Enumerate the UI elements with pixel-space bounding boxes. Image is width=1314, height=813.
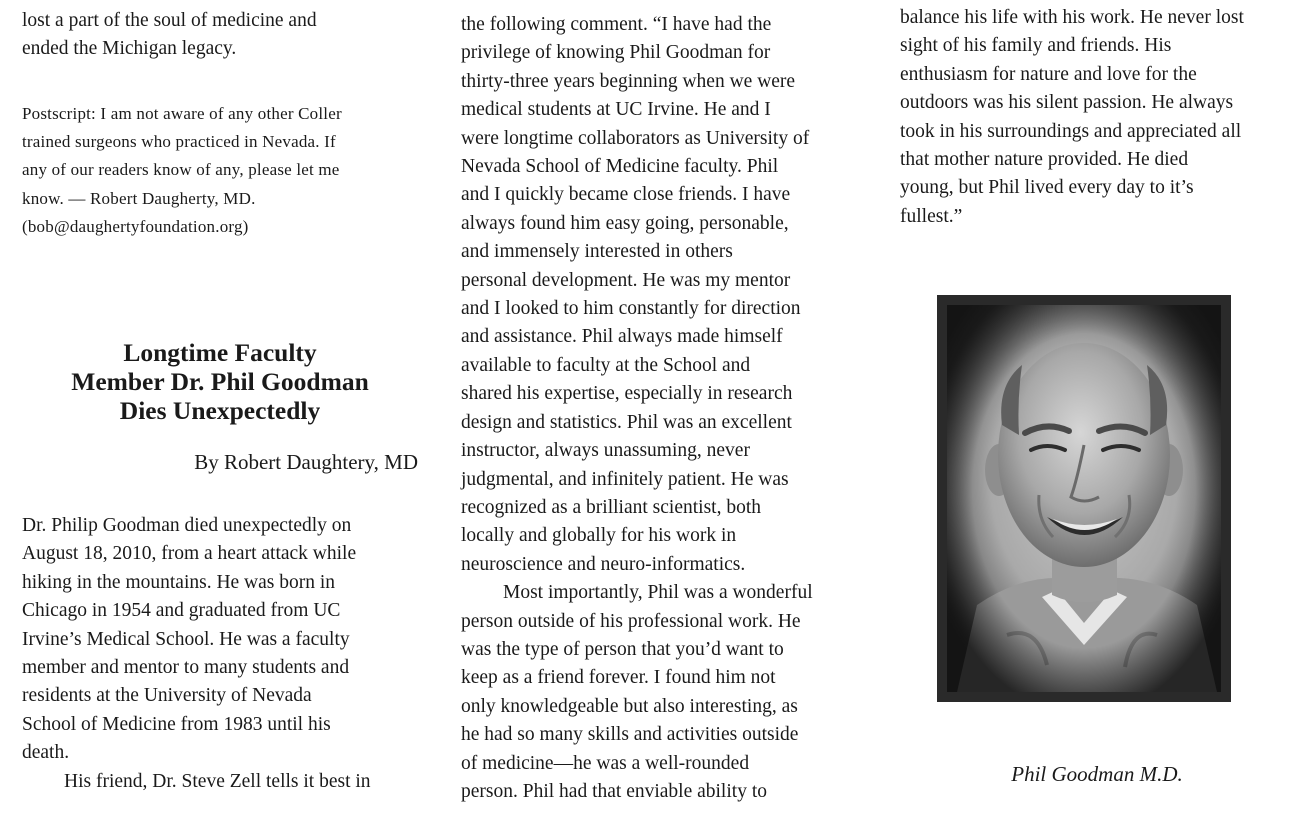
text-line: death. [22, 742, 70, 764]
text-line: ended the Michigan legacy. [22, 38, 237, 60]
photo-caption: Phil Goodman M.D. [1011, 762, 1183, 786]
text-line: and I quickly became close friends. I have [461, 184, 791, 206]
text-line: thirty-three years beginning when we were [461, 70, 796, 92]
text-line: design and statistics. Phil was an excellent [461, 411, 792, 433]
article-body-end [900, 4, 1244, 231]
text-line: lost a part of the soul of medicine and [22, 10, 317, 31]
postscript-email: (bob@daughertyfoundation.org) [22, 216, 249, 236]
text-line: fullest.” [900, 205, 963, 227]
text-line: residents at the University of Nevada [22, 685, 312, 707]
byline: By Robert Daughtery, MD [194, 450, 418, 474]
text-line: shared his expertise, especially in research [461, 383, 793, 405]
text-line: and assistance. Phil always made himself [461, 326, 783, 348]
portrait-photo [937, 295, 1231, 702]
text-line: available to faculty at the School and [461, 354, 751, 376]
text-line: person outside of his professional work. He [461, 610, 801, 632]
text-line: young, but Phil lived every day to it’s [900, 177, 1194, 199]
headline-line: Dies Unexpectedly [119, 396, 321, 425]
text-line: Dr. Philip Goodman died unexpectedly on [22, 515, 352, 536]
text-line: August 18, 2010, from a heart attack while [22, 543, 357, 565]
text-line: member and mentor to many students and [22, 657, 350, 679]
text-line: Most importantly, Phil was a wonderful [503, 582, 813, 604]
text-line: Nevada School of Medicine faculty. Phil [461, 156, 779, 178]
text-line: only knowledgeable but also interesting, as [461, 695, 798, 717]
text-line: hiking in the mountains. He was born in [22, 571, 336, 593]
headline-line: Longtime Faculty [123, 338, 317, 367]
text-line: judgmental, and infinitely patient. He was [461, 468, 789, 490]
intro-paragraph [22, 7, 317, 64]
article-body-middle [461, 11, 813, 806]
text-line: the following comment. “I have had the [461, 14, 772, 35]
text-line: outdoors was his silent passion. He always [900, 92, 1234, 114]
text-line: medical students at UC Irvine. He and I [461, 99, 771, 121]
text-line: took in his surroundings and appreciated all [900, 120, 1242, 142]
text-line: keep as a friend forever. I found him not [461, 667, 776, 689]
text-line: personal development. He was my mentor [461, 269, 791, 291]
text-line: Postscript: I am not aware of any other Coller [22, 104, 342, 123]
text-line: know. — Robert Daugherty, MD. [22, 188, 256, 208]
text-line: that mother nature provided. He died [900, 149, 1189, 171]
text-line: balance his life with his work. He never lost [900, 7, 1244, 28]
article-headline [22, 338, 418, 425]
text-line: any of our readers know of any, please let me [22, 160, 340, 180]
text-line: His friend, Dr. Steve Zell tells it best in [64, 770, 371, 792]
text-line: were longtime collaborators as University of [461, 127, 810, 149]
text-line: School of Medicine from 1983 until his [22, 713, 331, 735]
text-line: recognized as a brilliant scientist, both [461, 496, 761, 518]
text-line: trained surgeons who practiced in Nevada. If [22, 132, 336, 152]
text-line: and immensely interested in others [461, 241, 733, 263]
text-line: was the type of person that you’d want to [461, 638, 784, 660]
text-line: he had so many skills and activities outside [461, 724, 799, 746]
text-line: enthusiasm for nature and love for the [900, 63, 1197, 85]
text-line: Irvine’s Medical School. He was a faculty [22, 628, 350, 650]
text-line: neuroscience and neuro-informatics. [461, 553, 746, 575]
text-line: always found him easy going, personable, [461, 212, 789, 234]
postscript [22, 100, 342, 241]
text-line: locally and globally for his work in [461, 525, 737, 547]
text-line: of medicine—he was a well-rounded [461, 752, 750, 774]
text-line: Chicago in 1954 and graduated from UC [22, 600, 341, 622]
text-line: and I looked to him constantly for direction [461, 298, 801, 320]
headline-line: Member Dr. Phil Goodman [71, 367, 369, 396]
article-body-start [22, 512, 371, 796]
portrait-image [947, 305, 1221, 692]
text-line: privilege of knowing Phil Goodman for [461, 42, 771, 64]
text-line: instructor, always unassuming, never [461, 440, 750, 462]
text-line: person. Phil had that enviable ability to [461, 780, 767, 802]
text-line: sight of his family and friends. His [900, 35, 1172, 57]
